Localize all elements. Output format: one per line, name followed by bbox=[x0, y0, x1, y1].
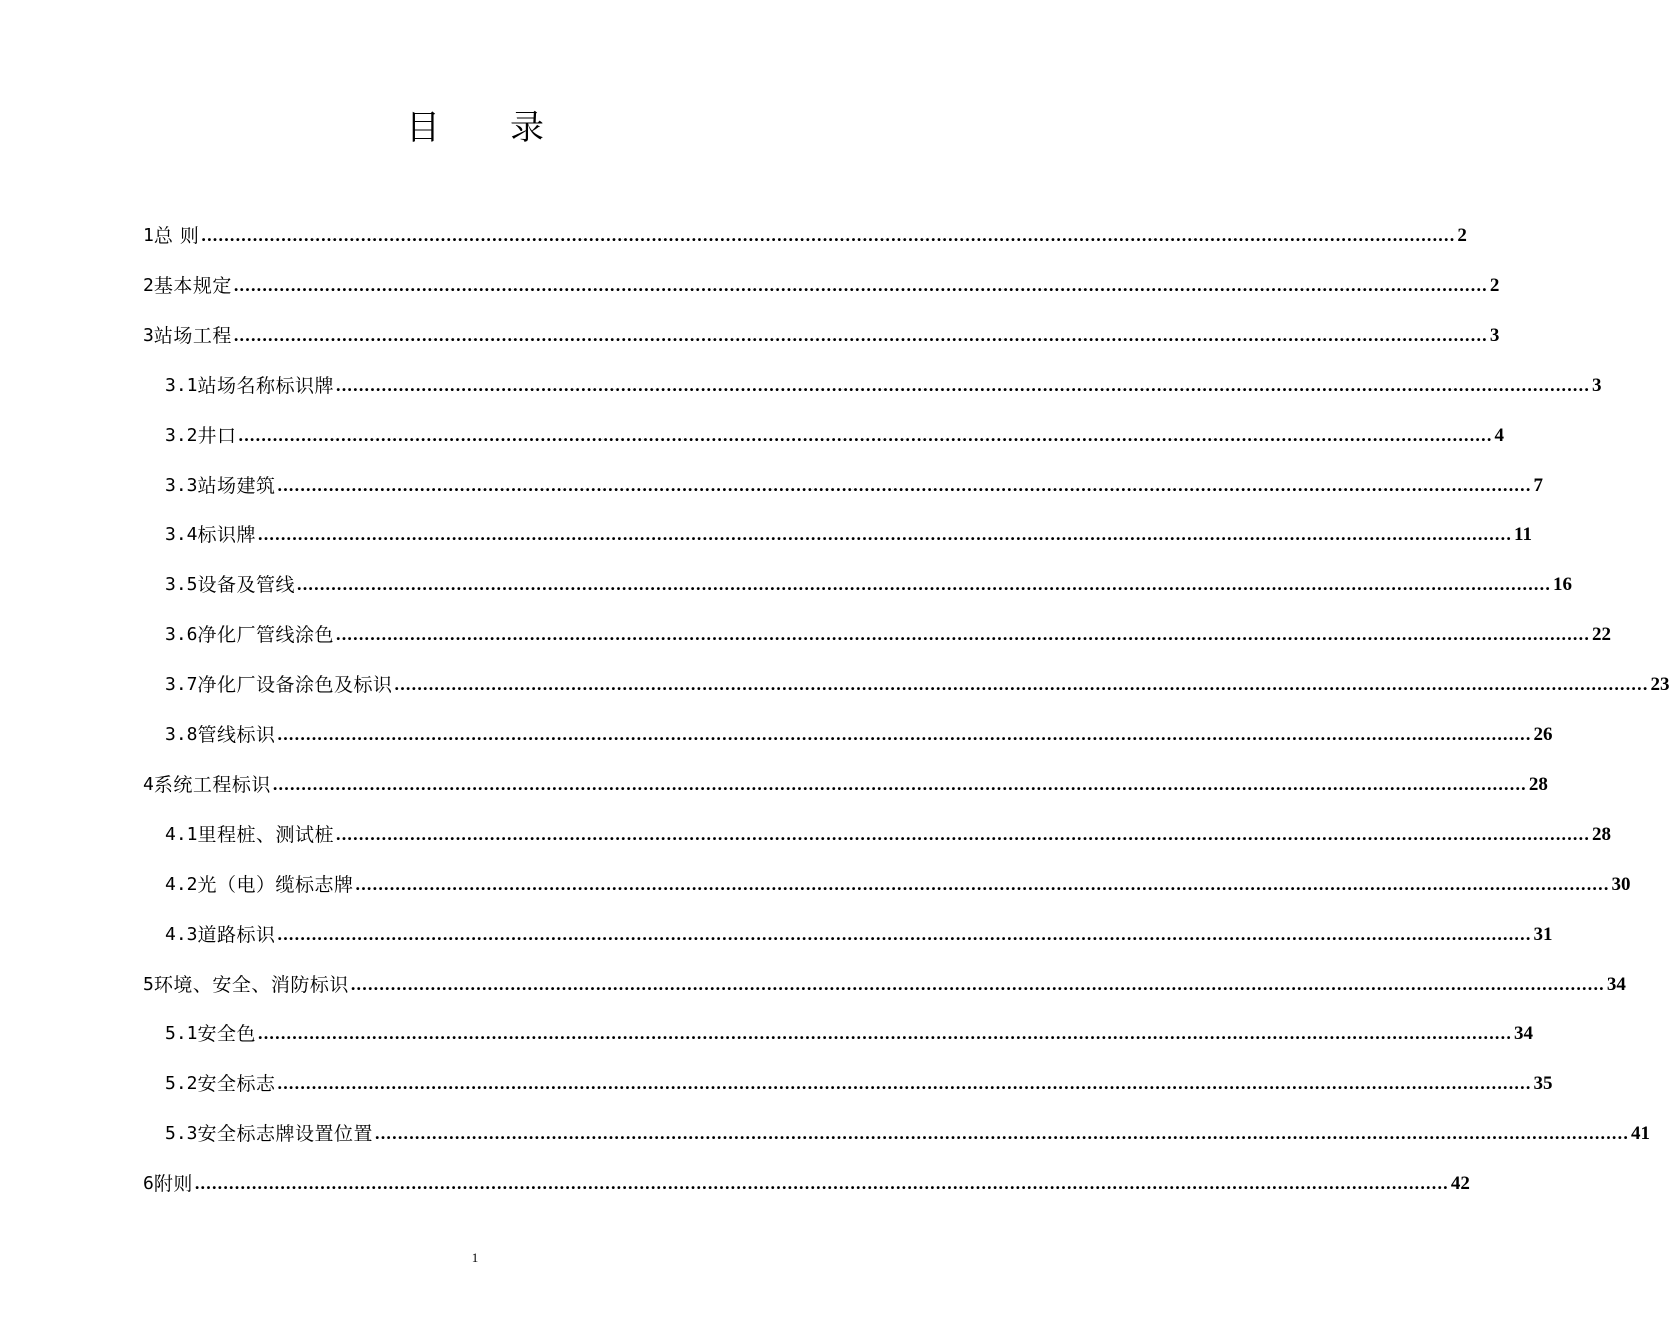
toc-entry-number: 5.1 bbox=[165, 1023, 198, 1045]
toc-entry-number: 5 bbox=[143, 973, 154, 995]
toc-entry[interactable] bbox=[143, 1159, 1470, 1209]
toc-entry-number: 3.8 bbox=[165, 724, 198, 745]
toc-entry-page: 31 bbox=[1533, 923, 1553, 945]
toc-entry-label: 站场名称标识牌 bbox=[197, 374, 335, 397]
toc-entry-page: 28 bbox=[1592, 823, 1612, 845]
toc-entry-label: 站场建筑 bbox=[197, 474, 276, 497]
toc-entry-number: 3.1 bbox=[165, 374, 198, 396]
toc-entry[interactable] bbox=[143, 261, 1500, 311]
toc-entry-number: 4 bbox=[143, 773, 154, 795]
toc-dot-leader: ............................................................................................................................................................................................................................ bbox=[277, 474, 1532, 495]
toc-dot-leader: ............................................................................................................................................................................................................................ bbox=[394, 674, 1649, 695]
toc-dot-leader: ............................................................................................................................................................................................................................ bbox=[194, 1173, 1449, 1194]
toc-entry-label: 附则 bbox=[153, 1173, 193, 1196]
toc-entry-label: 系统工程标识 bbox=[153, 773, 271, 796]
toc-entry-number: 3.4 bbox=[165, 524, 198, 546]
toc-entry-page: 34 bbox=[1606, 973, 1626, 995]
toc-entry-label: 安全标志牌设置位置 bbox=[197, 1123, 374, 1146]
title-char-2: 录 bbox=[510, 108, 544, 148]
toc-entry-label: 总 则 bbox=[153, 225, 200, 247]
page-number: 1 bbox=[471, 1250, 479, 1265]
toc-dot-leader: ............................................................................................................................................................................................................................ bbox=[233, 274, 1488, 295]
toc-entry-label: 井口 bbox=[197, 424, 237, 447]
toc-entry[interactable] bbox=[165, 1059, 1553, 1109]
toc-entry-number: 2 bbox=[143, 274, 154, 296]
toc-entry[interactable] bbox=[165, 860, 1631, 910]
toc-entry-page: 35 bbox=[1533, 1073, 1553, 1095]
toc-entry-page: 3 bbox=[1489, 324, 1500, 346]
toc-entry-number: 3 bbox=[143, 324, 154, 346]
toc-entry-page: 42 bbox=[1450, 1173, 1470, 1195]
toc-entry-page: 23 bbox=[1650, 674, 1670, 696]
toc-entry[interactable] bbox=[165, 660, 1670, 710]
toc-dot-leader: ............................................................................................................................................................................................................................ bbox=[336, 823, 1591, 844]
toc-entry-page: 16 bbox=[1553, 574, 1573, 596]
toc-entry-label: 基本规定 bbox=[153, 274, 232, 297]
toc-entry-page: 3 bbox=[1592, 374, 1602, 396]
toc-entry-page: 2 bbox=[1457, 225, 1467, 246]
toc-entry-page: 7 bbox=[1533, 474, 1544, 496]
toc-entry[interactable] bbox=[165, 510, 1532, 560]
toc-entry-number: 5.3 bbox=[165, 1123, 198, 1145]
toc-entry-label: 净化厂设备涂色及标识 bbox=[197, 674, 393, 697]
toc-dot-leader: ............................................................................................................................................................................................................................ bbox=[277, 923, 1532, 944]
toc-entry-number: 3.5 bbox=[165, 574, 198, 596]
toc-dot-leader: ............................................................................................................................................................................................................................ bbox=[336, 374, 1591, 395]
toc-dot-leader: ............................................................................................................................................................................................................................ bbox=[238, 424, 1493, 445]
toc-dot-leader: ............................................................................................................................................................................................................................ bbox=[355, 873, 1610, 894]
toc-entry-label: 管线标识 bbox=[197, 724, 276, 746]
toc-entry-label: 光（电）缆标志牌 bbox=[197, 873, 354, 896]
toc-entry-number: 3.2 bbox=[165, 424, 198, 446]
toc-entry-number: 4.3 bbox=[165, 923, 198, 945]
toc-dot-leader: ............................................................................................................................................................................................................................ bbox=[277, 1073, 1532, 1094]
toc-entry[interactable] bbox=[165, 710, 1553, 760]
toc-entry[interactable] bbox=[165, 461, 1544, 511]
toc-dot-leader: ............................................................................................................................................................................................................................ bbox=[336, 624, 1591, 645]
toc-entry-label: 里程桩、测试桩 bbox=[197, 823, 335, 846]
toc-entry-label: 站场工程 bbox=[153, 324, 232, 347]
toc-entry-label: 净化厂管线涂色 bbox=[197, 624, 335, 647]
toc-entry-page: 30 bbox=[1611, 873, 1631, 895]
toc-entry-label: 设备及管线 bbox=[197, 574, 296, 597]
toc-dot-leader: ............................................................................................................................................................................................................................ bbox=[350, 973, 1605, 994]
toc-entry-page: 11 bbox=[1514, 524, 1532, 546]
toc-dot-leader: ............................................................................................................................................................................................................................ bbox=[297, 574, 1552, 595]
toc-entry[interactable] bbox=[143, 760, 1548, 810]
toc-entry[interactable] bbox=[165, 610, 1612, 660]
toc-entry[interactable] bbox=[165, 1109, 1651, 1159]
toc-entry-number: 3.3 bbox=[165, 474, 198, 496]
toc-dot-leader: ............................................................................................................................................................................................................................ bbox=[201, 225, 1456, 245]
toc-entry-label: 标识牌 bbox=[197, 524, 257, 547]
toc-entry[interactable] bbox=[165, 1009, 1534, 1059]
toc-entry-number: 3.7 bbox=[165, 674, 198, 696]
toc-entry-page: 22 bbox=[1592, 624, 1612, 646]
toc-entry-number: 4.1 bbox=[165, 823, 198, 845]
toc-entry-page: 2 bbox=[1489, 274, 1500, 296]
toc-entry-label: 道路标识 bbox=[197, 923, 276, 946]
toc-dot-leader: ............................................................................................................................................................................................................................ bbox=[233, 324, 1488, 345]
toc-entry[interactable] bbox=[143, 960, 1626, 1010]
toc-entry-number: 6 bbox=[143, 1173, 154, 1195]
toc-entry-number: 1 bbox=[143, 225, 154, 246]
toc-entry-page: 28 bbox=[1528, 773, 1548, 795]
toc-entry[interactable] bbox=[143, 211, 1467, 261]
toc-entry-number: 3.6 bbox=[165, 624, 198, 646]
toc-dot-leader: ............................................................................................................................................................................................................................ bbox=[258, 524, 1513, 545]
toc-dot-leader: ............................................................................................................................................................................................................................ bbox=[272, 773, 1527, 794]
toc-entry-page: 34 bbox=[1514, 1023, 1534, 1045]
toc-entry[interactable] bbox=[143, 311, 1500, 361]
toc-dot-leader: ............................................................................................................................................................................................................................ bbox=[375, 1123, 1630, 1144]
toc-dot-leader: ............................................................................................................................................................................................................................ bbox=[258, 1023, 1513, 1044]
toc-entry-number: 4.2 bbox=[165, 873, 198, 895]
toc-entry[interactable] bbox=[165, 411, 1505, 461]
toc-entry-number: 5.2 bbox=[165, 1073, 198, 1095]
toc-entry[interactable] bbox=[165, 810, 1612, 860]
toc-entry[interactable] bbox=[165, 560, 1573, 610]
title-char-1: 目 bbox=[406, 108, 440, 148]
toc-entry-page: 26 bbox=[1533, 724, 1553, 745]
toc-entry[interactable] bbox=[165, 910, 1553, 960]
toc-entry-label: 环境、安全、消防标识 bbox=[153, 973, 349, 996]
toc-entry[interactable] bbox=[165, 361, 1602, 411]
toc-dot-leader: ............................................................................................................................................................................................................................ bbox=[277, 724, 1532, 744]
toc-entry-label: 安全标志 bbox=[197, 1073, 276, 1096]
toc-entry-page: 4 bbox=[1494, 424, 1505, 446]
toc-entry-page: 41 bbox=[1631, 1123, 1651, 1145]
page-title bbox=[0, 100, 950, 149]
toc-entry-label: 安全色 bbox=[197, 1023, 257, 1046]
